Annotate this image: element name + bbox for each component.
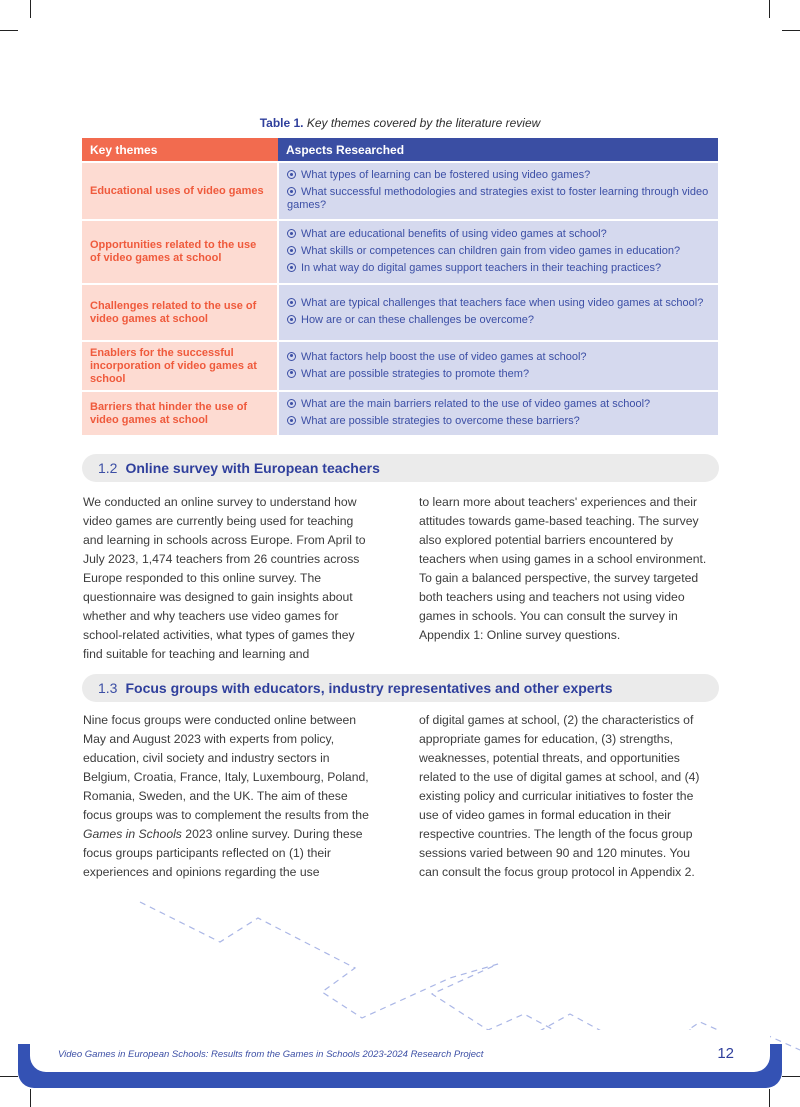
crop-mark	[769, 1089, 770, 1107]
aspect-item: What types of learning can be fostered using video games?	[287, 169, 710, 182]
bullet-icon	[287, 246, 296, 255]
table-caption	[82, 116, 718, 130]
theme-cell: Barriers that hinder the use of video games at school	[82, 391, 278, 435]
key-themes-table	[82, 138, 718, 435]
bullet-icon	[287, 315, 296, 324]
section-title: Online survey with European teachers	[125, 460, 380, 476]
crop-mark	[30, 1089, 31, 1107]
aspect-item: In what way do digital games support teachers in their teaching practices?	[287, 262, 710, 275]
table-row	[82, 391, 718, 435]
header-aspects-researched: Aspects Researched	[278, 138, 718, 162]
aspects-cell	[278, 391, 718, 435]
bullet-icon	[287, 298, 296, 307]
theme-cell: Educational uses of video games	[82, 162, 278, 220]
crop-mark	[782, 1076, 800, 1077]
crop-mark	[0, 1076, 18, 1077]
table-caption-label: Table 1.	[259, 116, 304, 130]
aspects-cell	[278, 220, 718, 284]
section-1-2-left-column: We conducted an online survey to understand how video games are currently being used for teaching and learning in schools across Europe. From April to July 2023, 1,474 teachers from 26 countries across Europe responded to this online survey. The questionnaire was designed to gain insights about whether and why teachers use video games for school-related activities, what types of games they find suitable for teaching and learning and	[83, 495, 366, 661]
section-1-3-right-column: of digital games at school, (2) the characteristics of appropriate games for education, (3) strengths, weaknesses, potential threats, and opportunities related to the use of digital games at school, and (4) existing policy and curricular initiatives to foster the use of video games in formal education in their respective countries. The length of the focus group sessions varied between 90 and 120 minutes. You can consult the focus group protocol in Appendix 2.	[419, 713, 700, 879]
table-caption-text: Key themes covered by the literature review	[306, 116, 541, 130]
aspect-item: What are typical challenges that teachers face when using video games at school?	[287, 297, 710, 310]
table-header-row	[82, 138, 718, 162]
theme-cell: Challenges related to the use of video games at school	[82, 284, 278, 341]
crop-mark	[769, 0, 770, 18]
table-row	[82, 284, 718, 341]
section-heading-1-2	[82, 454, 719, 482]
aspect-item: What factors help boost the use of video games at school?	[287, 351, 710, 364]
section-number: 1.3	[98, 680, 118, 696]
page-number: 12	[717, 1045, 734, 1062]
aspect-item: How are or can these challenges be overcome?	[287, 314, 710, 327]
bullet-icon	[287, 352, 296, 361]
aspect-item: What skills or competences can children gain from video games in education?	[287, 245, 710, 258]
theme-cell: Enablers for the successful incorporation of video games at school	[82, 341, 278, 391]
table-row	[82, 220, 718, 284]
footer-title: Video Games in European Schools: Results from the Games in Schools 2023-2024 Research Project	[58, 1049, 484, 1060]
aspect-item: What are possible strategies to promote them?	[287, 368, 710, 381]
aspect-item: What are educational benefits of using video games at school?	[287, 228, 710, 241]
bullet-icon	[287, 416, 296, 425]
table-row	[82, 162, 718, 220]
header-key-themes: Key themes	[82, 138, 278, 162]
bullet-icon	[287, 187, 296, 196]
table-row	[82, 341, 718, 391]
crop-mark	[0, 30, 18, 31]
theme-cell: Opportunities related to the use of video games at school	[82, 220, 278, 284]
aspect-item: What are the main barriers related to the use of video games at school?	[287, 398, 710, 411]
bullet-icon	[287, 229, 296, 238]
bullet-icon	[287, 399, 296, 408]
section-title: Focus groups with educators, industry representatives and other experts	[125, 680, 613, 696]
bullet-icon	[287, 263, 296, 272]
section-number: 1.2	[98, 460, 118, 476]
aspect-item: What are possible strategies to overcome these barriers?	[287, 415, 710, 428]
aspects-cell	[278, 284, 718, 341]
section-1-2-right-column: to learn more about teachers' experiences and their attitudes towards game-based teaching. The survey also explored potential barriers encountered by teachers when using games in a school environment. To gain a balanced perspective, the survey targeted both teachers using and teachers not using video games in schools. You can consult the survey in Appendix 1: Online survey questions.	[419, 495, 707, 642]
section-1-3-left-column: Nine focus groups were conducted online between May and August 2023 with experts from policy, education, civil society and industry sectors in Belgium, Croatia, France, Italy, Luxembourg, Poland, Romania, Sweden, and the UK. The aim of these focus groups was to complement the results from the Games in Schools 2023 online survey. During these focus groups participants reflected on (1) their experiences and opinions regarding the use	[83, 713, 369, 879]
bullet-icon	[287, 369, 296, 378]
aspect-item: What successful methodologies and strategies exist to foster learning through video games?	[287, 186, 709, 211]
aspects-cell	[278, 162, 718, 220]
crop-mark	[782, 30, 800, 31]
bullet-icon	[287, 170, 296, 179]
aspects-cell	[278, 341, 718, 391]
crop-mark	[30, 0, 31, 18]
section-heading-1-3	[82, 674, 719, 702]
